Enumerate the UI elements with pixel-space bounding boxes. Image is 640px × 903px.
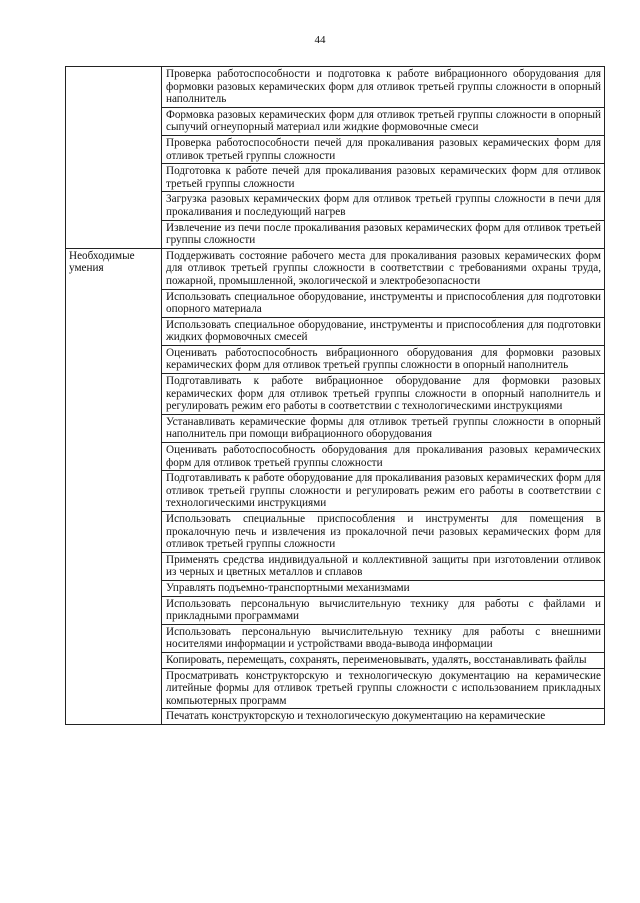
skill-cell: Копировать, перемещать, сохранять, переименовывать, удалять, восстанавливать файлы: [162, 652, 605, 668]
requirements-table: [65, 66, 605, 725]
skill-cell: Подготавливать к работе вибрационное оборудование для формовки разовых керамических форм для отливок третьей группы сложности в опорный наполнитель и регулировать режим его работы в соответствии с технологическими инструкциями: [162, 374, 605, 415]
skill-cell: Оценивать работоспособность оборудования для прокаливания разовых керамических форм для отливок третьей группы сложности: [162, 443, 605, 471]
labor-action-cell: Формовка разовых керамических форм для отливок третьей группы сложности в опорный сыпучий огнеупорный материал или жидкие формовочные смеси: [162, 107, 605, 135]
skill-cell: Поддерживать состояние рабочего места для прокаливания разовых керамических форм для отливок третьей группы сложности в соответствии с требованиями охраны труда, пожарной, промышленной, экологической и электробезопасности: [162, 248, 605, 289]
skill-cell: Управлять подъемно-транспортными механизмами: [162, 580, 605, 596]
skill-cell: Использовать персональную вычислительную технику для работы с файлами и прикладными программами: [162, 596, 605, 624]
page-bottom-margin: [0, 838, 640, 903]
labor-actions-label-cell: [66, 67, 162, 249]
skill-cell: Устанавливать керамические формы для отливок третьей группы сложности в опорный наполнитель при помощи вибрационного оборудования: [162, 414, 605, 442]
labor-action-cell: Проверка работоспособности и подготовка к работе вибрационного оборудования для формовки разовых керамических форм для отливок третьей группы сложности в опорный наполнитель: [162, 67, 605, 108]
table-row: [66, 67, 605, 108]
labor-action-cell: Загрузка разовых керамических форм для отливок третьей группы сложности в печи для прокаливания и последующий нагрев: [162, 192, 605, 220]
skill-cell: Использовать специальное оборудование, инструменты и приспособления для подготовки опорного материала: [162, 289, 605, 317]
labor-action-cell: Проверка работоспособности печей для прокаливания разовых керамических форм для отливок третьей группы сложности: [162, 135, 605, 163]
skill-cell: Использовать персональную вычислительную технику для работы с внешними носителями информации и устройствами ввода-вывода информации: [162, 624, 605, 652]
page-number: 44: [314, 34, 326, 46]
skill-cell: Применять средства индивидуальной и коллективной защиты при изготовлении отливок из черных и цветных металлов и сплавов: [162, 552, 605, 580]
skills-label-cell: Необходимые умения: [66, 248, 162, 724]
skill-cell: Оценивать работоспособность вибрационного оборудования для формовки разовых керамических форм для отливок третьей группы сложности в опорный наполнитель: [162, 345, 605, 373]
skill-cell: Печатать конструкторскую и технологическую документацию на керамические: [162, 709, 605, 725]
skill-cell: Просматривать конструкторскую и технологическую документацию на керамические литейные формы для отливок третьей группы сложности с использованием прикладных компьютерных программ: [162, 668, 605, 709]
labor-action-cell: Извлечение из печи после прокаливания разовых керамических форм для отливок третьей группы сложности: [162, 220, 605, 248]
table-row: [66, 248, 605, 289]
skill-cell: Использовать специальные приспособления и инструменты для помещения в прокалочную печь и извлечения из прокалочной печи разовых керамических форм для отливок третьей группы сложности: [162, 512, 605, 553]
skill-cell: Использовать специальное оборудование, инструменты и приспособления для подготовки жидких формовочных смесей: [162, 317, 605, 345]
skill-cell: Подготавливать к работе оборудование для прокаливания разовых керамических форм для отливок третьей группы сложности и регулировать режим его работы в соответствии с технологическими инструкциями: [162, 471, 605, 512]
labor-action-cell: Подготовка к работе печей для прокаливания разовых керамических форм для отливок третьей группы сложности: [162, 164, 605, 192]
